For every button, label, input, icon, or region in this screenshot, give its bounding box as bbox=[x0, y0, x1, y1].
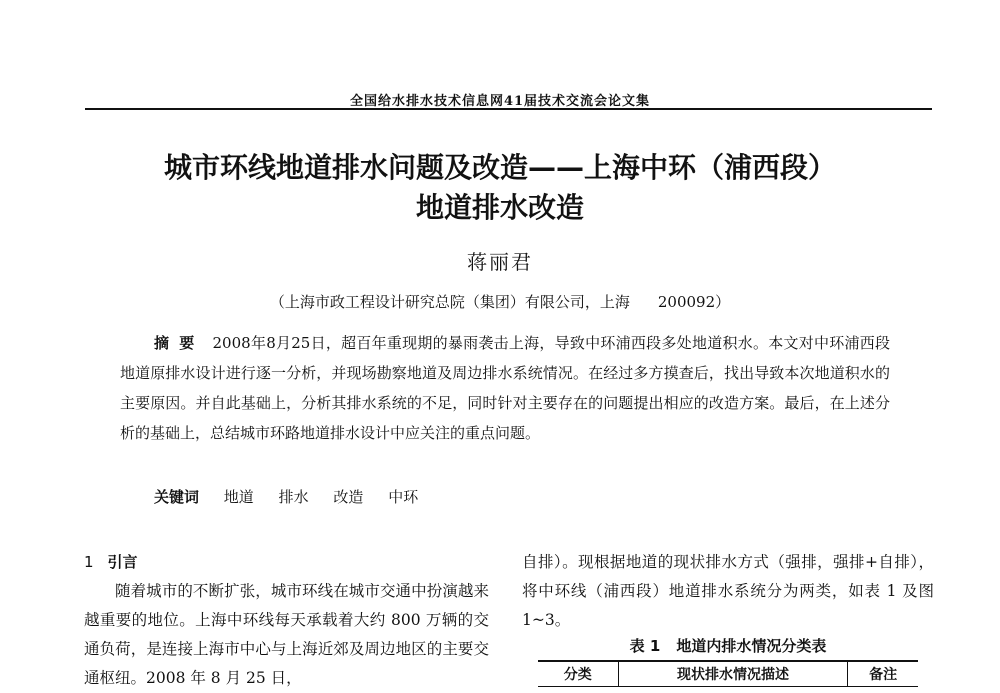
section-title: 引言 bbox=[107, 553, 138, 571]
keyword: 排水 bbox=[278, 488, 309, 506]
title-line-1: 城市环线地道排水问题及改造——上海中环（浦西段） bbox=[163, 151, 836, 184]
section-number: 1 bbox=[84, 553, 94, 571]
keyword: 改造 bbox=[333, 488, 364, 506]
keywords-label: 关键词 bbox=[154, 488, 200, 506]
section-paragraph: 随着城市的不断扩张，城市环线在城市交通中扮演越来越重要的地位。上海中环线每天承载着大约 800 万辆的交通负荷，是连接上海市中心与上海近郊及周边地区的主要交通枢纽。2008 年 8 月 25 日， bbox=[84, 582, 489, 687]
keywords bbox=[154, 486, 438, 507]
table-number: 表 1 bbox=[629, 637, 661, 655]
left-column bbox=[84, 548, 489, 693]
table-header-category: 分类 bbox=[538, 661, 618, 687]
affiliation-org: （上海市政工程设计研究总院（集团）有限公司，上海 bbox=[269, 293, 630, 311]
keyword: 中环 bbox=[388, 488, 419, 506]
keyword: 地道 bbox=[223, 488, 254, 506]
table-header-remarks: 备注 bbox=[848, 661, 918, 687]
header-rule bbox=[85, 108, 932, 110]
abstract bbox=[120, 328, 890, 448]
abstract-text: 2008年8月25日，超百年重现期的暴雨袭击上海，导致中环浦西段多处地道积水。本文对中环浦西段地道原排水设计进行逐一分析，并现场勘察地道及周边排水系统情况。在经过多方摸查后，找出导致本次地道积水的主要原因。并自此基础上，分析其排水系统的不足，同时针对主要存在的问题提出相应的改造方案。最后，在上述分析的基础上，总结城市环路地道排水设计中应关注的重点问题。 bbox=[120, 334, 890, 442]
author: 蒋丽君 bbox=[467, 250, 533, 274]
paper-title bbox=[0, 148, 1000, 228]
table-caption bbox=[522, 635, 934, 656]
classification-table bbox=[538, 660, 918, 687]
right-column bbox=[522, 548, 934, 635]
table-header-description: 现状排水情况描述 bbox=[618, 661, 848, 687]
right-paragraph: 自排）。现根据地道的现状排水方式（强排，强排+自排），将中环线（浦西段）地道排水系统分为两类，如表 1 及图 1~3。 bbox=[522, 553, 934, 629]
table-header-row bbox=[538, 661, 918, 687]
abstract-label: 摘要 bbox=[154, 334, 205, 352]
affiliation-postcode: 200092） bbox=[657, 293, 731, 311]
table-caption-text: 地道内排水情况分类表 bbox=[676, 637, 827, 655]
section-heading bbox=[84, 548, 489, 577]
title-line-2: 地道排水改造 bbox=[415, 191, 584, 224]
table bbox=[538, 660, 918, 687]
affiliation bbox=[0, 291, 1000, 312]
running-header: 全国给水排水技术信息网41届技术交流会论文集 bbox=[349, 94, 651, 109]
